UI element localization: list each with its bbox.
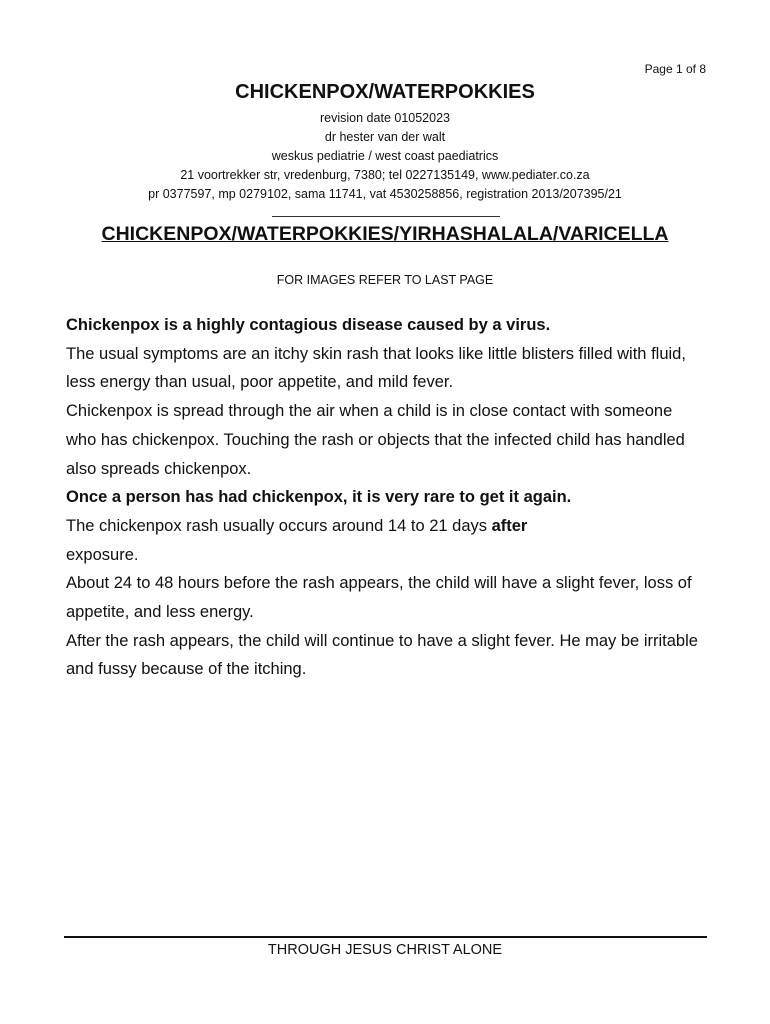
footer-divider: [64, 936, 707, 938]
document-header: [0, 109, 770, 204]
symptoms-paragraph: The usual symptoms are an itchy skin rash that looks like little blisters filled with fluid, less energy than usual, poor appetite, and mild fever.: [66, 344, 686, 392]
body-text: [66, 311, 706, 684]
prodrome-paragraph: About 24 to 48 hours before the rash appears, the child will have a slight fever, loss of appetite, and less energy.: [66, 574, 692, 622]
timing-text-end: exposure.: [66, 545, 139, 564]
page-number: Page 1 of 8: [644, 62, 706, 76]
timing-text: The chickenpox rash usually occurs around 14 to 21 days: [66, 516, 492, 535]
timing-paragraph: [66, 512, 706, 569]
header-divider: [272, 216, 500, 217]
intro-paragraph: Chickenpox is a highly contagious disease caused by a virus.: [66, 316, 551, 334]
author-name: dr hester van der walt: [324, 130, 446, 144]
footer-text: THROUGH JESUS CHRIST ALONE: [267, 942, 503, 958]
timing-emphasis: after: [491, 516, 528, 535]
spread-paragraph: Chickenpox is spread through the air when a child is in close contact with someone who has chickenpox. Touching the rash or objects that the infected child has handled also spreads chickenpox.: [66, 402, 685, 478]
immunity-paragraph: Once a person has had chickenpox, it is very rare to get it again.: [66, 488, 572, 507]
practice-address: 21 voortrekker str, vredenburg, 7380; tel 0227135149, www.pediater.co.za: [180, 168, 590, 182]
revision-date: revision date 01052023: [320, 111, 450, 125]
after-rash-paragraph: After the rash appears, the child will continue to have a slight fever. He may be irritable and fussy because of the itching.: [66, 631, 698, 679]
images-note: FOR IMAGES REFER TO LAST PAGE: [276, 273, 494, 287]
registration-info: pr 0377597, mp 0279102, sama 11741, vat 4530258856, registration 2013/207395/21: [148, 187, 622, 201]
document-title: CHICKENPOX/WATERPOKKIES: [235, 81, 535, 103]
practice-name: weskus pediatrie / west coast paediatrics: [271, 149, 499, 163]
main-title: CHICKENPOX/WATERPOKKIES/YIRHASHALALA/VARICELLA: [101, 223, 669, 245]
